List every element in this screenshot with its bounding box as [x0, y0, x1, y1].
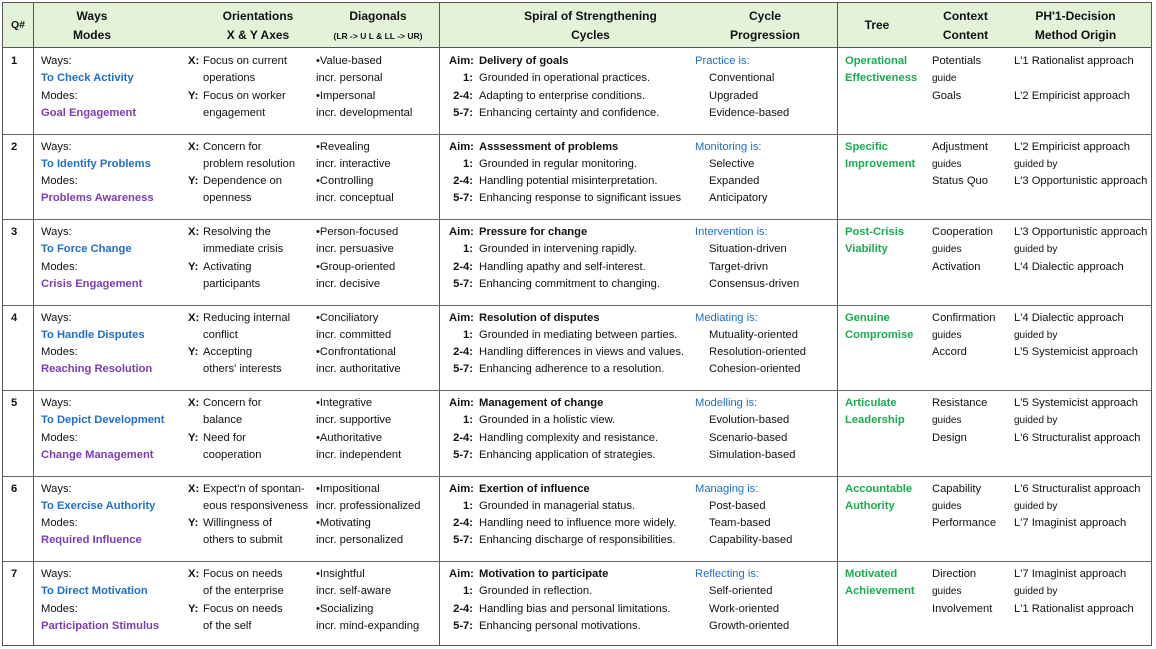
x-axis-label: X: — [188, 568, 200, 580]
context-text: Adjustment — [932, 140, 988, 153]
way-name: To Identify Problems — [41, 157, 151, 170]
header-ph-title: PH'1-Decision — [1035, 9, 1116, 23]
stage-text: Grounded in regular monitoring. — [479, 157, 637, 170]
context-text: guide — [932, 73, 957, 85]
diagonal-text: incr. committed — [316, 328, 392, 341]
tree-text: Motivated — [845, 568, 898, 580]
x-axis-text: immediate crisis — [203, 243, 284, 256]
x-axis-label: X: — [188, 311, 200, 324]
context-text: Involvement — [932, 602, 993, 615]
y-axis-text: participants — [203, 277, 261, 290]
y-axis-label: Y: — [188, 517, 199, 530]
diagonal-text: •Revealing — [316, 140, 370, 153]
method-origin-text: guided by — [1014, 586, 1058, 598]
context-text: Resistance — [932, 397, 988, 409]
row-number: 5 — [11, 397, 18, 409]
x-axis-text: Focus on needs — [203, 568, 283, 580]
mode-name: Change Management — [41, 448, 154, 461]
context-text: Status Quo — [932, 175, 988, 188]
cycle-heading: Monitoring is: — [695, 140, 762, 153]
diagonal-text: incr. self-aware — [316, 585, 392, 598]
x-axis-text: eous responsiveness — [203, 499, 309, 512]
aim-label: Aim: — [449, 226, 474, 238]
ways-label: Ways: — [41, 140, 72, 153]
x-axis-label: X: — [188, 140, 200, 153]
y-axis-text: Dependence on — [203, 175, 283, 188]
context-text: Performance — [932, 517, 997, 530]
y-axis-text: Need for — [203, 431, 246, 444]
cycle-step: Consensus-driven — [709, 277, 800, 290]
header-cycle-sub: Progression — [729, 28, 801, 42]
method-origin-text: L'3 Opportunistic approach — [1014, 226, 1148, 238]
y-axis-text: Willingness of — [203, 517, 273, 530]
header-spiral-title: Spiral of Strengthening — [524, 9, 657, 23]
stage-text: Enhancing discharge of responsibilities. — [479, 534, 676, 547]
cycle-heading: Modelling is: — [695, 397, 758, 409]
method-origin-text: guided by — [1014, 415, 1058, 427]
cycle-step: Anticipatory — [709, 192, 768, 205]
context-text: guides — [932, 500, 962, 512]
header-diag-sub: (LR -> U L & LL -> UR) — [333, 31, 423, 41]
tree-text: Authority — [845, 499, 895, 512]
diagonal-text: incr. mind-expanding — [316, 619, 420, 632]
x-axis-label: X: — [188, 55, 200, 67]
y-axis-label: Y: — [188, 431, 199, 444]
tree-text: Specific — [845, 140, 888, 153]
stage-label: 2-4: — [453, 89, 473, 102]
tree-text: Post-Crisis — [845, 226, 905, 238]
cycle-step: Work-oriented — [709, 602, 780, 615]
x-axis-text: Concern for — [203, 140, 262, 153]
diagonal-text: incr. interactive — [316, 157, 391, 170]
header-context — [923, 7, 1008, 45]
stage-text: Grounded in managerial status. — [479, 499, 636, 512]
stage-label: 2-4: — [453, 346, 473, 359]
y-axis-text: openness — [203, 192, 252, 205]
diagonal-text: incr. developmental — [316, 106, 413, 119]
cycle-step: Situation-driven — [709, 243, 787, 256]
x-axis-text: conflict — [203, 328, 238, 341]
ways-label: Ways: — [41, 568, 72, 580]
header-spiral — [503, 7, 678, 45]
divider — [837, 3, 838, 645]
method-origin-text: L'6 Structuralist approach — [1014, 431, 1141, 444]
tree-text: Compromise — [845, 328, 914, 341]
y-axis-text: of the self — [203, 619, 252, 632]
header-row — [3, 3, 1151, 48]
cycle-step: Target-drivn — [709, 260, 769, 273]
x-axis-text: Focus on current — [203, 55, 287, 67]
stage-text: Enhancing application of strategies. — [479, 448, 656, 461]
mode-name: Reaching Resolution — [41, 363, 153, 376]
aim-text: Management of change — [479, 397, 604, 409]
row-divider — [3, 219, 1151, 220]
stage-text: Handling need to influence more widely. — [479, 517, 677, 530]
stage-label: 2-4: — [453, 431, 473, 444]
method-origin-text: L'2 Empiricist approach — [1014, 140, 1130, 153]
y-axis-text: engagement — [203, 106, 266, 119]
y-axis-text: others' interests — [203, 363, 282, 376]
stage-label: 5-7: — [453, 448, 473, 461]
stage-text: Enhancing commitment to changing. — [479, 277, 660, 290]
stage-text: Grounded in intervening rapidly. — [479, 243, 637, 256]
stage-label: 5-7: — [453, 106, 473, 119]
cycle-heading: Practice is: — [695, 55, 750, 67]
cycle-step: Evidence-based — [709, 106, 790, 119]
diagonal-text: •Authoritative — [316, 431, 383, 444]
diagonal-text: •Motivating — [316, 517, 371, 530]
tree-text: Articulate — [845, 397, 897, 409]
stage-label: 2-4: — [453, 175, 473, 188]
y-axis-label: Y: — [188, 175, 199, 188]
y-axis-label: Y: — [188, 346, 199, 359]
stage-label: 2-4: — [453, 260, 473, 273]
diagonal-text: •Conciliatory — [316, 311, 379, 324]
stage-label: 2-4: — [453, 517, 473, 530]
aim-label: Aim: — [449, 568, 474, 580]
context-text: Capability — [932, 482, 982, 495]
mode-name: Participation Stimulus — [41, 619, 160, 632]
stage-text: Handling complexity and resistance. — [479, 431, 659, 444]
y-axis-text: Activating — [203, 260, 252, 273]
x-axis-text: Resolving the — [203, 226, 271, 238]
aim-label: Aim: — [449, 55, 474, 67]
ways-label: Ways: — [41, 482, 72, 495]
stage-label: 5-7: — [453, 534, 473, 547]
mode-name: Required Influence — [41, 534, 142, 547]
stage-text: Grounded in reflection. — [479, 585, 593, 598]
method-origin-text: L'2 Empiricist approach — [1014, 89, 1130, 102]
x-axis-label: X: — [188, 397, 200, 409]
way-name: To Check Activity — [41, 72, 134, 85]
context-text: Design — [932, 431, 967, 444]
row-number: 6 — [11, 482, 18, 495]
diagonal-text: •Controlling — [316, 175, 374, 188]
row-number: 1 — [11, 55, 18, 67]
diagonal-text: incr. conceptual — [316, 192, 394, 205]
way-name: To Direct Motivation — [41, 585, 148, 598]
row-divider — [3, 476, 1151, 477]
context-text: guides — [932, 586, 962, 598]
framework-table — [2, 2, 1152, 646]
diagonal-text: •Integrative — [316, 397, 373, 409]
aim-text: Pressure for change — [479, 226, 588, 238]
cycle-heading: Managing is: — [695, 482, 759, 495]
method-origin-text: L'3 Opportunistic approach — [1014, 175, 1148, 188]
diagonal-text: •Socializing — [316, 602, 374, 615]
cycle-step: Upgraded — [709, 89, 759, 102]
stage-label: 1: — [463, 499, 473, 512]
diagonal-text: •Group-oriented — [316, 260, 396, 273]
method-origin-text: guided by — [1014, 244, 1058, 256]
context-text: guides — [932, 329, 962, 341]
ways-label: Ways: — [41, 397, 72, 409]
modes-label: Modes: — [41, 517, 78, 530]
x-axis-label: X: — [188, 226, 200, 238]
mode-name: Problems Awareness — [41, 192, 154, 205]
header-diag-title: Diagonals — [349, 9, 407, 23]
diagonal-text: incr. decisive — [316, 277, 381, 290]
row-divider — [3, 390, 1151, 391]
y-axis-text: Accepting — [203, 346, 253, 359]
cycle-step: Scenario-based — [709, 431, 788, 444]
stage-label: 5-7: — [453, 363, 473, 376]
stage-label: 5-7: — [453, 619, 473, 632]
modes-label: Modes: — [41, 260, 78, 273]
row-number: 2 — [11, 140, 18, 153]
tree-text: Achievement — [845, 585, 915, 598]
cycle-step: Capability-based — [709, 534, 793, 547]
diagonal-text: •Confrontational — [316, 346, 396, 359]
method-origin-text: L'5 Systemicist approach — [1014, 397, 1139, 409]
aim-text: Resolution of disputes — [479, 311, 600, 324]
stage-text: Grounded in mediating between parties. — [479, 328, 678, 341]
tree-text: Leadership — [845, 414, 905, 427]
modes-label: Modes: — [41, 602, 78, 615]
tree-text: Effectiveness — [845, 72, 918, 85]
diagonal-text: incr. professionalized — [316, 499, 421, 512]
cycle-step: Selective — [709, 157, 755, 170]
y-axis-label: Y: — [188, 260, 199, 273]
modes-label: Modes: — [41, 431, 78, 444]
diagonal-text: incr. persuasive — [316, 243, 394, 256]
header-ph-sub: Method Origin — [1034, 28, 1117, 42]
stage-text: Enhancing certainty and confidence. — [479, 106, 660, 119]
method-origin-text: L'4 Dialectic approach — [1014, 311, 1124, 324]
header-q: Q# — [10, 19, 25, 31]
aim-label: Aim: — [449, 311, 474, 324]
method-origin-text: L'5 Systemicist approach — [1014, 346, 1139, 359]
context-text: Cooperation — [932, 226, 993, 238]
aim-text: Asssessment of problems — [479, 140, 619, 153]
cycle-heading: Mediating is: — [695, 311, 758, 324]
row-number: 3 — [11, 226, 18, 238]
cycle-step: Self-oriented — [709, 585, 773, 598]
header-cycle — [715, 7, 815, 45]
way-name: To Handle Disputes — [41, 328, 145, 341]
stage-label: 1: — [463, 243, 473, 256]
tree-text: Improvement — [845, 157, 916, 170]
header-orientations — [208, 7, 308, 45]
row-number: 4 — [11, 311, 18, 324]
method-origin-text: L'6 Structuralist approach — [1014, 482, 1141, 495]
header-ways: Ways — [76, 9, 108, 23]
context-text: Goals — [932, 89, 962, 102]
method-origin-text: L'7 Imaginist approach — [1014, 517, 1127, 530]
x-axis-text: operations — [203, 72, 256, 85]
cycle-heading: Reflecting is: — [695, 568, 760, 580]
stage-text: Grounded in operational practices. — [479, 72, 651, 85]
stage-text: Grounded in a holistic view. — [479, 414, 616, 427]
row-divider — [3, 134, 1151, 135]
stage-label: 1: — [463, 157, 473, 170]
x-axis-text: of the enterprise — [203, 585, 284, 598]
aim-label: Aim: — [449, 397, 474, 409]
header-orient-title: Orientations — [222, 9, 294, 23]
aim-label: Aim: — [449, 140, 474, 153]
diagonal-text: •Insightful — [316, 568, 365, 580]
stage-text: Adapting to enterprise conditions. — [479, 89, 646, 102]
header-ways-modes — [33, 7, 151, 45]
method-origin-text: guided by — [1014, 500, 1058, 512]
stage-label: 1: — [463, 72, 473, 85]
aim-label: Aim: — [449, 482, 474, 495]
x-axis-text: Concern for — [203, 397, 262, 409]
mode-name: Goal Engagement — [41, 106, 137, 119]
diagonal-text: •Value-based — [316, 55, 382, 67]
diagonal-text: incr. supportive — [316, 414, 392, 427]
cycle-step: Post-based — [709, 499, 766, 512]
mode-name: Crisis Engagement — [41, 277, 143, 290]
cycle-step: Expanded — [709, 175, 760, 188]
way-name: To Exercise Authority — [41, 499, 156, 512]
modes-label: Modes: — [41, 175, 78, 188]
y-axis-text: Focus on worker — [203, 89, 286, 102]
cycle-step: Growth-oriented — [709, 619, 790, 632]
cycle-step: Simulation-based — [709, 448, 796, 461]
aim-text: Exertion of influence — [479, 482, 590, 495]
cycle-heading: Intervention is: — [695, 226, 768, 238]
x-axis-text: Expect'n of spontan- — [203, 482, 305, 495]
stage-label: 1: — [463, 414, 473, 427]
stage-text: Enhancing adherence to a resolution. — [479, 363, 665, 376]
diagonal-text: incr. independent — [316, 448, 402, 461]
diagonal-text: incr. personal — [316, 72, 383, 85]
x-axis-text: Reducing internal — [203, 311, 291, 324]
header-spiral-sub: Cycles — [571, 28, 610, 42]
header-diagonals — [318, 7, 438, 46]
divider — [33, 3, 34, 645]
x-axis-label: X: — [188, 482, 200, 495]
header-tree: Tree — [864, 18, 890, 32]
diagonal-text: •Person-focused — [316, 226, 399, 238]
context-text: Direction — [932, 568, 977, 580]
cycle-step: Resolution-oriented — [709, 346, 807, 359]
stage-label: 1: — [463, 328, 473, 341]
method-origin-text: L'1 Rationalist approach — [1014, 602, 1134, 615]
y-axis-text: Focus on needs — [203, 602, 283, 615]
cycle-step: Conventional — [709, 72, 775, 85]
x-axis-text: problem resolution — [203, 157, 296, 170]
context-text: guides — [932, 244, 962, 256]
aim-text: Motivation to participate — [479, 568, 609, 580]
stage-label: 5-7: — [453, 277, 473, 290]
way-name: To Depict Development — [41, 414, 165, 427]
ways-label: Ways: — [41, 226, 72, 238]
row-divider — [3, 305, 1151, 306]
header-orient-sub: X & Y Axes — [226, 28, 290, 42]
ways-label: Ways: — [41, 311, 72, 324]
diagonal-text: incr. personalized — [316, 534, 404, 547]
context-text: guides — [932, 415, 962, 427]
row-divider — [3, 561, 1151, 562]
header-context-sub: Content — [942, 28, 989, 42]
context-text: Confirmation — [932, 311, 996, 324]
x-axis-text: balance — [203, 414, 243, 427]
header-context-title: Context — [943, 9, 988, 23]
method-origin-text: guided by — [1014, 158, 1058, 170]
row-number: 7 — [11, 568, 18, 580]
cycle-step: Team-based — [709, 517, 771, 530]
context-text: Potentials — [932, 55, 982, 67]
y-axis-label: Y: — [188, 602, 199, 615]
cycle-step: Mutuality-oriented — [709, 328, 798, 341]
aim-text: Delivery of goals — [479, 55, 569, 67]
modes-label: Modes: — [41, 346, 78, 359]
cycle-step: Cohesion-oriented — [709, 363, 801, 376]
method-origin-text: guided by — [1014, 329, 1058, 341]
tree-text: Viability — [845, 243, 888, 256]
stage-text: Handling bias and personal limitations. — [479, 602, 671, 615]
context-text: Activation — [932, 260, 981, 273]
header-ph — [1008, 7, 1143, 45]
stage-label: 2-4: — [453, 602, 473, 615]
y-axis-text: others to submit — [203, 534, 283, 547]
context-text: guides — [932, 158, 962, 170]
stage-text: Handling apathy and self-interest. — [479, 260, 646, 273]
stage-text: Enhancing personal motivations. — [479, 619, 641, 632]
y-axis-text: cooperation — [203, 448, 262, 461]
tree-text: Accountable — [845, 482, 913, 495]
method-origin-text: L'1 Rationalist approach — [1014, 55, 1134, 67]
y-axis-label: Y: — [188, 89, 199, 102]
header-modes: Modes — [72, 28, 111, 42]
stage-text: Enhancing response to significant issues — [479, 192, 682, 205]
divider — [439, 3, 440, 645]
context-text: Accord — [932, 346, 967, 359]
stage-label: 1: — [463, 585, 473, 598]
header-cycle-title: Cycle — [748, 9, 782, 23]
diagonal-text: •Impersonal — [316, 89, 376, 102]
diagonal-text: •Impositional — [316, 482, 380, 495]
cycle-step: Evolution-based — [709, 414, 790, 427]
tree-text: Genuine — [845, 311, 890, 324]
stage-text: Handling potential misinterpretation. — [479, 175, 658, 188]
tree-text: Operational — [845, 55, 908, 67]
ways-label: Ways: — [41, 55, 72, 67]
modes-label: Modes: — [41, 89, 78, 102]
way-name: To Force Change — [41, 243, 132, 256]
method-origin-text: L'4 Dialectic approach — [1014, 260, 1124, 273]
diagonal-text: incr. authoritative — [316, 363, 401, 376]
stage-text: Handling differences in views and values. — [479, 346, 685, 359]
stage-label: 5-7: — [453, 192, 473, 205]
method-origin-text: L'7 Imaginist approach — [1014, 568, 1127, 580]
